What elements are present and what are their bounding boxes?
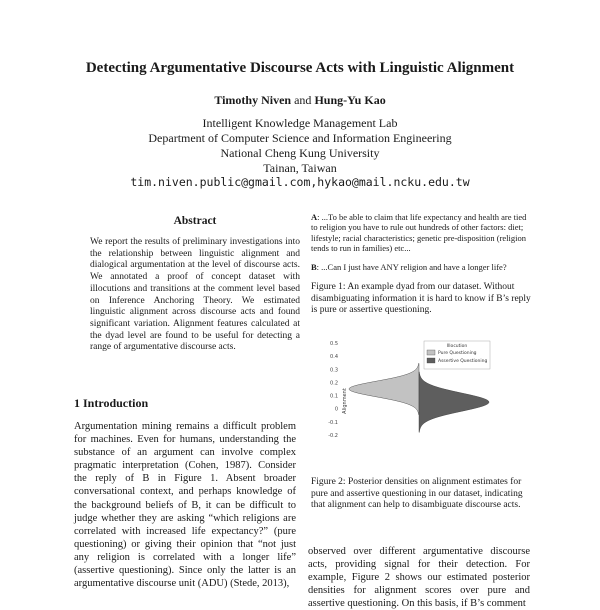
y-tick-label: 0.2 — [330, 380, 338, 387]
author-and: and — [294, 93, 312, 107]
author-2: Hung-Yu Kao — [314, 93, 386, 107]
y-tick-label: 0 — [334, 406, 338, 413]
y-tick-label: -0.1 — [328, 419, 338, 426]
author-emails: tim.niven.public@gmail.com,hykao@mail.ncku.edu.tw — [130, 175, 470, 189]
introduction-text: Argumentation mining remains a difficult problem for machines. Even for humans, understanding the substance of an argument can involve complex pragmatic interpretation (Cohen, 1987). Consider the reply of B in Figure 1. Absent broader conversational context, and perhaps knowledge of the background beliefs of B, it can be difficult to judge whether they are asking “which religions are correlated with increased life expectancy?” (pure questioning) or giving their opinion that “not just any religion is correlated with a longer life” (assertive questioning). Since only the latter is an argumentative discourse unit (ADU) (Stede, 2013), — [74, 421, 296, 590]
legend-label: Assertive Questioning — [438, 359, 488, 364]
y-axis-label: Alignment — [342, 388, 348, 414]
comment-b-text: : ...Can I just have ANY religion and have a longer life? — [316, 262, 507, 272]
y-tick-label: 0.1 — [330, 393, 338, 400]
legend-title: Illocution — [446, 344, 468, 349]
y-tick-label: 0.5 — [330, 341, 338, 347]
density-assertive-questioning — [419, 372, 489, 432]
figure-2-caption: Figure 2: Posterior densities on alignment estimates for pure and assertive questioning in our dataset, indicating that alignment can help to disambiguate discourse acts. — [311, 477, 523, 511]
abstract-heading: Abstract — [173, 215, 217, 227]
legend-label: Pure Questioning — [438, 351, 477, 356]
affiliation-university: National Cheng Kung University — [220, 146, 380, 160]
affiliation-location: Tainan, Taiwan — [263, 161, 337, 175]
affiliation-lab: Intelligent Knowledge Management Lab — [202, 116, 398, 130]
dyad-comment-b — [311, 262, 533, 272]
legend-swatch — [427, 350, 435, 355]
dyad-comment-a — [311, 212, 533, 253]
author-1: Timothy Niven — [214, 93, 292, 107]
density-pure-questioning — [349, 363, 419, 414]
section-heading-introduction: 1 Introduction — [74, 396, 149, 410]
comment-a-text: : ...To be able to claim that life expectancy and health are tied to religion you have to rule out hundreds of other factors: diet; lifestyle; racial characteristics; genetic pre-disposition (religion tends to run in families) etc... — [311, 212, 527, 253]
y-tick-label: -0.2 — [328, 433, 338, 439]
y-tick-label: 0.3 — [330, 367, 338, 374]
affiliation-department: Department of Computer Science and Information Engineering — [148, 131, 452, 145]
legend-swatch — [427, 358, 435, 363]
right-column-text: observed over different argumentative discourse acts, providing signal for their detection. For example, Figure 2 shows our estimated posterior densities for alignment scores over pure and assertive questioning. On this basis, if B’s comment — [308, 546, 530, 610]
abstract-text: We report the results of preliminary investigations into the relationship between linguistic alignment and dialogical argumentation at the level of discourse acts. We annotated a proof of concept dataset with illocutions and transitions at the comment level based on Inference Anchoring Theory. We estimated linguistic alignment across discourse acts and found significant variation. Alignment features calculated at the dyad level are found to be useful for detecting a range of argumentative discourse acts. — [90, 237, 300, 353]
speaker-a-label: A — [311, 212, 318, 222]
paper-title: Detecting Argumentative Discourse Acts with Linguistic Alignment — [85, 60, 515, 76]
speaker-b-label: B — [311, 262, 317, 272]
y-tick-label: 0.4 — [330, 354, 338, 361]
authors — [0, 93, 600, 108]
figure-1-caption: Figure 1: An example dyad from our dataset. Without disambiguating information it is hard to know if B’s reply is pure or assertive questioning. — [311, 282, 531, 316]
posterior-density-chart — [324, 335, 524, 445]
